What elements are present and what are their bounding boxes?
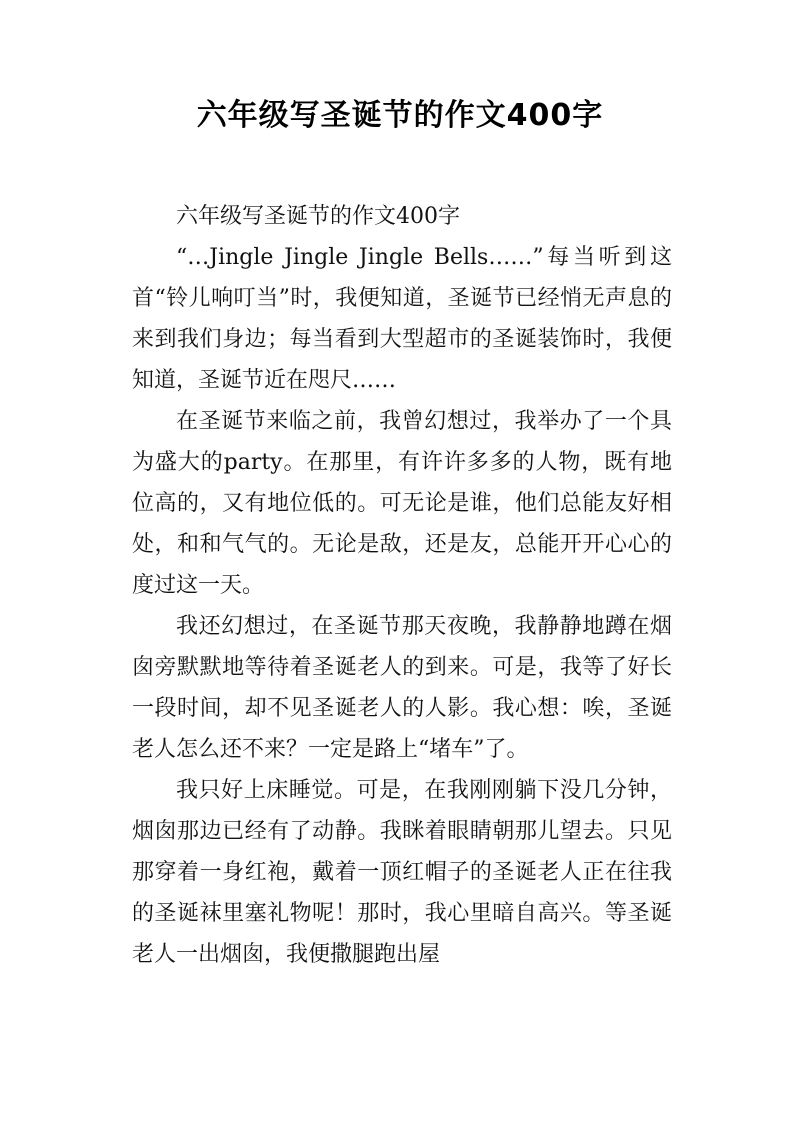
paragraph-4: 我还幻想过，在圣诞节那天夜晚，我静静地蹲在烟囱旁默默地等待着圣诞老人的到来。可是，我等了好长一段时间，却不见圣诞老人的人影。我心想：唉，圣诞老人怎么还不来？一定是路上“堵车”了。 — [132, 614, 672, 762]
document-body — [132, 196, 672, 975]
document-title: 六年级写圣诞节的作文400字 — [196, 98, 604, 133]
paragraph-2: “…Jingle Jingle Jingle Bells……”每当听到这首“铃儿响叮当”时，我便知道，圣诞节已经悄无声息的来到我们身边；每当看到大型超市的圣诞装饰时，我便知道，圣诞节近在咫尺…… — [132, 245, 672, 393]
paragraph-1: 六年级写圣诞节的作文400字 — [176, 204, 460, 229]
paragraph-3: 在圣诞节来临之前，我曾幻想过，我举办了一个具为盛大的party。在那里，有许许多多的人物，既有地位高的，又有地位低的。可无论是谁，他们总能友好相处，和和气气的。无论是敌，还是友，总能开开心心的度过这一天。 — [132, 409, 672, 598]
paragraph-5: 我只好上床睡觉。可是，在我刚刚躺下没几分钟，烟囱那边已经有了动静。我眯着眼睛朝那儿望去。只见那穿着一身红袍，戴着一顶红帽子的圣诞老人正在往我的圣诞袜里塞礼物呢！那时，我心里暗自高兴。等圣诞老人一出烟囱，我便撒腿跑出屋 — [132, 778, 672, 967]
